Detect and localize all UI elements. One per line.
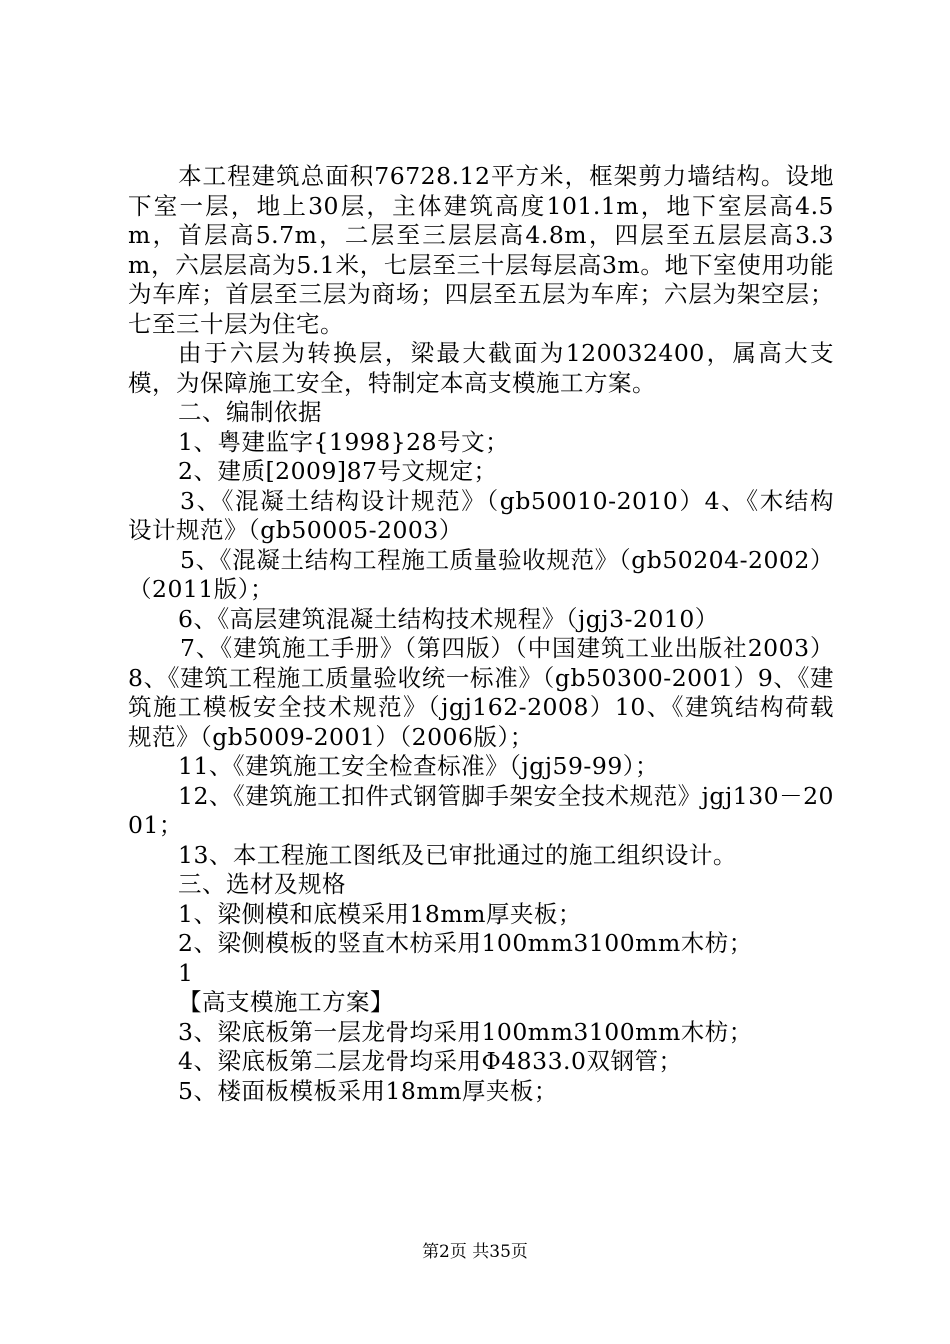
basis-item-12: 12、《建筑施工扣件式钢管脚手架安全技术规范》jgj130－2001； <box>128 781 834 839</box>
material-item-3: 3、梁底板第一层龙骨均采用100mm3100mm木枋； <box>178 1017 753 1046</box>
basis-item-1: 1、粤建监字{1998}28号文； <box>178 427 510 456</box>
section-heading-materials: 三、选材及规格 <box>178 870 346 898</box>
material-item-1: 1、梁侧模和底模采用18mm厚夹板； <box>178 899 582 928</box>
section-heading-basis: 二、编制依据 <box>178 398 322 426</box>
inline-page-number: 1 <box>178 958 194 987</box>
basis-item-6: 6、《高层建筑混凝土结构技术规程》（jgj3-2010） <box>178 604 719 633</box>
document-body <box>128 162 834 1106</box>
material-item-2: 2、梁侧模板的竖直木枋采用100mm3100mm木枋； <box>178 929 753 957</box>
material-item-4: 4、梁底板第二层龙骨均采用Φ4833.0双钢管； <box>178 1047 683 1075</box>
basis-item-13: 13、本工程施工图纸及已审批通过的施工组织设计。 <box>178 840 737 869</box>
basis-item-7-10: 7、《建筑施工手册》（第四版）（中国建筑工业出版社2003）8、《建筑工程施工质量验收统一标准》（gb50300-2001）9、《建筑施工模板安全技术规范》（jgj162-2008）10、《建筑结构荷载规范》（gb5009-2001）（2006版）； <box>128 634 834 751</box>
paragraph-project-overview: 本工程建筑总面积76728.12平方米，框架剪力墙结构。设地下室一层，地上30层，主体建筑高度101.1m，地下室层高4.5m，首层高5.7m，二层至三层层高4.8m，四层至五层层高3.3m，六层层高为5.1米，七层至三十层每层高3m。地下室使用功能为车库；首层至三层为商场；四层至五层为车库；六层为架空层；七至三十层为住宅。 <box>128 162 834 338</box>
paragraph-transfer-floor: 由于六层为转换层，梁最大截面为120032400，属高大支模，为保障施工安全，特制定本高支模施工方案。 <box>128 339 834 397</box>
basis-item-5: 5、《混凝土结构工程施工质量验收规范》（gb50204-2002）（2011版）； <box>128 545 834 603</box>
basis-item-2: 2、建质[2009]87号文规定； <box>178 457 498 485</box>
running-header-title: 【高支模施工方案】 <box>178 988 394 1016</box>
basis-item-3-4: 3、《混凝土结构设计规范》（gb50010-2010）4、《木结构设计规范》（gb50005-2003） <box>128 486 834 544</box>
material-item-5: 5、楼面板模板采用18mm厚夹板； <box>178 1076 558 1105</box>
basis-item-11: 11、《建筑施工安全检查标准》（jgj59-99）； <box>178 752 660 780</box>
page-footer: 第2页 共35页 <box>422 1242 528 1262</box>
